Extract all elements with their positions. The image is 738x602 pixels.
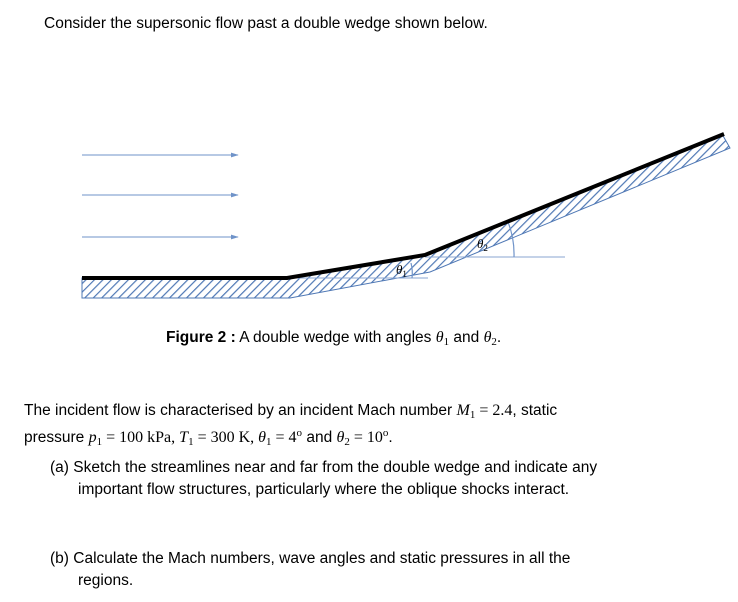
angle-label-theta-1: $\theta_1$ bbox=[396, 262, 407, 279]
angle-label-theta-2: $\theta_2$ bbox=[477, 236, 488, 253]
conditions-line-2: pressure $p_1 = 100$ kPa, $T_1 = 300$ K, $\theta_1 = 4^o$ and $\theta_2 = 10^o$. bbox=[24, 427, 393, 448]
question-b-line-1: (b) Calculate the Mach numbers, wave angles and static pressures in all the bbox=[50, 550, 571, 567]
question-a-line-1: (a) Sketch the streamlines near and far from the double wedge and indicate any bbox=[50, 459, 598, 476]
problem-intro: Consider the supersonic flow past a double wedge shown below. bbox=[44, 15, 488, 32]
figure-caption: Figure 2 : A double wedge with angles $\theta_1$ and $\theta_2$. bbox=[166, 329, 502, 348]
conditions-line-1: The incident flow is characterised by an incident Mach number $M_1 = 2.4$, static bbox=[24, 402, 558, 421]
wedge-surface bbox=[82, 134, 724, 278]
question-b-line-2: regions. bbox=[78, 572, 134, 589]
question-a-line-2: important flow structures, particularly where the oblique shocks interact. bbox=[78, 481, 570, 498]
